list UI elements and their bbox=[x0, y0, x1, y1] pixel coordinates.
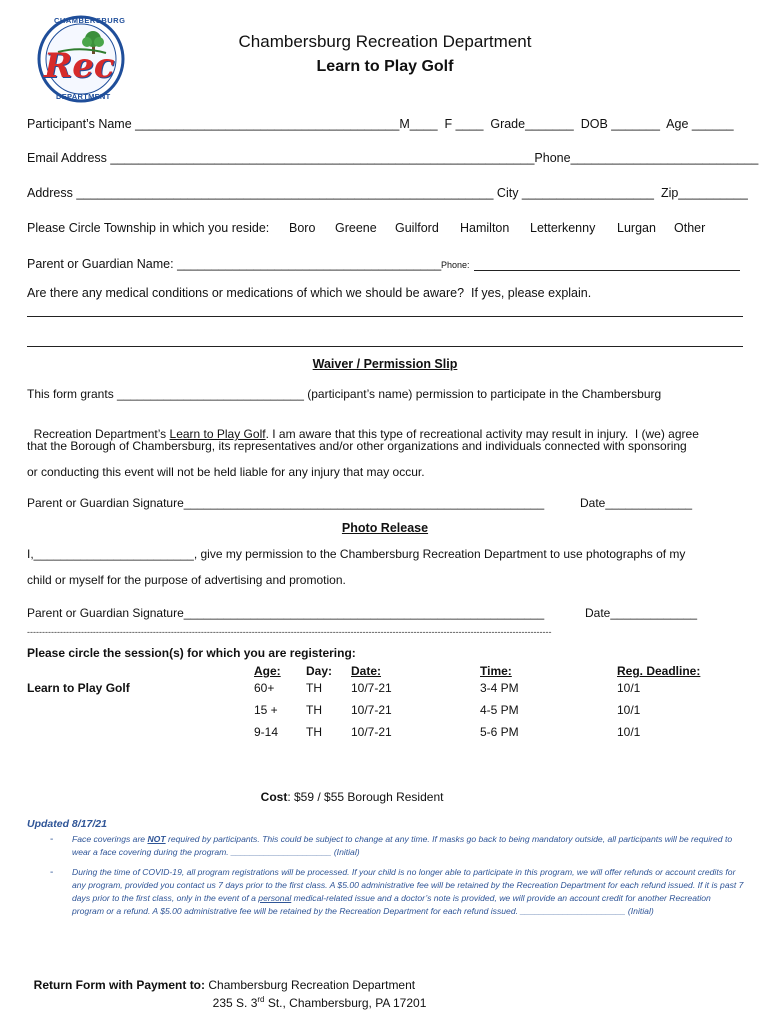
update-bullet-1: - bbox=[50, 834, 54, 845]
logo-bottom-text: DEPARTMENT bbox=[56, 92, 111, 101]
waiver-date-line: Date_____________ bbox=[580, 496, 693, 510]
participant-line: Participant’s Name ______________________________________M____ F ____ Grade_______ DOB _______ Age ______ bbox=[27, 117, 734, 131]
session-deadline: 10/1 bbox=[617, 725, 641, 739]
session-deadline: 10/1 bbox=[617, 681, 641, 695]
township-greene: Greene bbox=[335, 221, 377, 235]
session-program-name: Learn to Play Golf bbox=[27, 681, 130, 695]
section-separator: ------------------------------------------------------------------------------------------------------------------------------------------------------------------------------- bbox=[27, 627, 552, 637]
session-age: 9-14 bbox=[254, 725, 279, 739]
note-2-emphasis: personal bbox=[258, 893, 292, 903]
waiver-line-2a: Recreation Department’s bbox=[33, 427, 170, 441]
waiver-program-name: Learn to Play Golf bbox=[169, 427, 266, 441]
note-1-a: Face coverings are bbox=[72, 834, 148, 844]
col-deadline: Reg. Deadline: bbox=[617, 664, 701, 678]
session-age: 15 + bbox=[254, 703, 278, 717]
waiver-line-2c: . I am aware that this type of recreational activity may result in injury. I (we) agree bbox=[265, 427, 699, 441]
note-2-c: medical-related issue and a doctor’s note is provided, we will provide an account credit for another Recreation program or a refund. A $5.00 administrative fee will be retained by the Recreation Department for each refund issued. ______________________ (Initial) bbox=[72, 893, 711, 916]
session-date: 10/7-21 bbox=[351, 725, 392, 739]
cost-line bbox=[254, 776, 443, 804]
waiver-line-4: or conducting this event will not be held liable for any injury that may occur. bbox=[27, 465, 425, 479]
program-title: Learn to Play Golf bbox=[316, 58, 454, 75]
return-address-a: 235 S. 3 bbox=[212, 996, 258, 1010]
sessions-heading: Please circle the session(s) for which you are registering: bbox=[27, 646, 356, 660]
address-line: Address ____________________________________________________________ City ___________________ Zip__________ bbox=[27, 186, 748, 200]
session-time: 4-5 PM bbox=[480, 703, 519, 717]
photo-release-heading: Photo Release bbox=[341, 521, 429, 535]
guardian-phone-underline bbox=[474, 270, 740, 271]
session-day: TH bbox=[306, 681, 322, 695]
col-age: Age: bbox=[254, 664, 281, 678]
waiver-heading: Waiver / Permission Slip bbox=[312, 357, 458, 371]
session-deadline: 10/1 bbox=[617, 703, 641, 717]
cost-value: : $59 / $55 Borough Resident bbox=[287, 790, 444, 804]
updated-heading: Updated 8/17/21 bbox=[27, 818, 107, 830]
return-label: Return Form with Payment to: bbox=[33, 978, 206, 992]
township-letterkenny: Letterkenny bbox=[530, 221, 596, 235]
session-age: 60+ bbox=[254, 681, 275, 695]
col-time: Time: bbox=[480, 664, 512, 678]
note-1-emphasis: NOT bbox=[147, 834, 166, 844]
photo-signature-line: Parent or Guardian Signature______________________________________________________ bbox=[27, 606, 545, 620]
note-1-c: required by participants. This could be subject to change at any time. If masks go back to being mandatory outside, all participants will be required to wear a face covering during the program. _____________________ (Initial) bbox=[72, 834, 733, 857]
guardian-phone-label: Phone: bbox=[441, 260, 470, 270]
email-phone-line: Email Address _____________________________________________________________Phone___________________________ bbox=[27, 151, 759, 165]
session-date: 10/7-21 bbox=[351, 681, 392, 695]
medical-answer-line-1 bbox=[27, 316, 743, 317]
photo-date-line: Date_____________ bbox=[585, 606, 698, 620]
waiver-line-3: that the Borough of Chambersburg, its representatives and/or other organizations and individuals connected with sponsoring bbox=[27, 439, 687, 453]
township-lurgan: Lurgan bbox=[617, 221, 656, 235]
session-time: 5-6 PM bbox=[480, 725, 519, 739]
logo-top-text: CHAMBERSBURG bbox=[54, 16, 126, 25]
logo-main-text: Rec bbox=[44, 46, 115, 86]
session-time: 3-4 PM bbox=[480, 681, 519, 695]
waiver-line-2 bbox=[27, 413, 699, 441]
org-title: Chambersburg Recreation Department bbox=[238, 32, 532, 51]
note-2-a: During the time of COVID-19, all program registrations will be processed. If your child is no longer able to participate in this program, we will offer refunds or account credits for any program, provided you contact us 7 days prior to the first class. A $5.00 administrative fee will be retained by the Recreation Department for each refund issued. If it is past 7 days prior to the first class, only in the event of a bbox=[72, 867, 744, 903]
township-label: Please Circle Township in which you reside: bbox=[27, 221, 270, 235]
col-day: Day: bbox=[306, 664, 333, 678]
session-day: TH bbox=[306, 725, 322, 739]
photo-release-line-2: child or myself for the purpose of advertising and promotion. bbox=[27, 573, 346, 587]
township-hamilton: Hamilton bbox=[460, 221, 510, 235]
guardian-name-line: Parent or Guardian Name: ______________________________________ bbox=[27, 257, 442, 271]
waiver-line-1: This form grants ____________________________ (participant’s name) permission to participate in the Chambersburg bbox=[27, 387, 662, 401]
col-date: Date: bbox=[351, 664, 382, 678]
township-boro: Boro bbox=[289, 221, 316, 235]
update-bullet-2: - bbox=[50, 867, 54, 878]
update-note-1 bbox=[72, 833, 744, 859]
township-other: Other bbox=[674, 221, 706, 235]
update-note-2 bbox=[72, 866, 744, 918]
return-address bbox=[206, 981, 426, 1010]
session-date: 10/7-21 bbox=[351, 703, 392, 717]
photo-release-line-1: I,________________________, give my permission to the Chambersburg Recreation Department to use photographs of my bbox=[27, 547, 686, 561]
session-day: TH bbox=[306, 703, 322, 717]
medical-question: Are there any medical conditions or medications of which we should be aware? If yes, please explain. bbox=[27, 286, 592, 300]
return-org: Chambersburg Recreation Department bbox=[205, 978, 416, 992]
return-address-b: St., Chambersburg, PA 17201 bbox=[264, 996, 427, 1010]
cost-label: Cost bbox=[260, 790, 288, 804]
waiver-signature-line: Parent or Guardian Signature______________________________________________________ bbox=[27, 496, 545, 510]
medical-answer-line-2 bbox=[27, 346, 743, 347]
return-address-sup: rd bbox=[257, 995, 265, 1004]
township-guilford: Guilford bbox=[395, 221, 439, 235]
